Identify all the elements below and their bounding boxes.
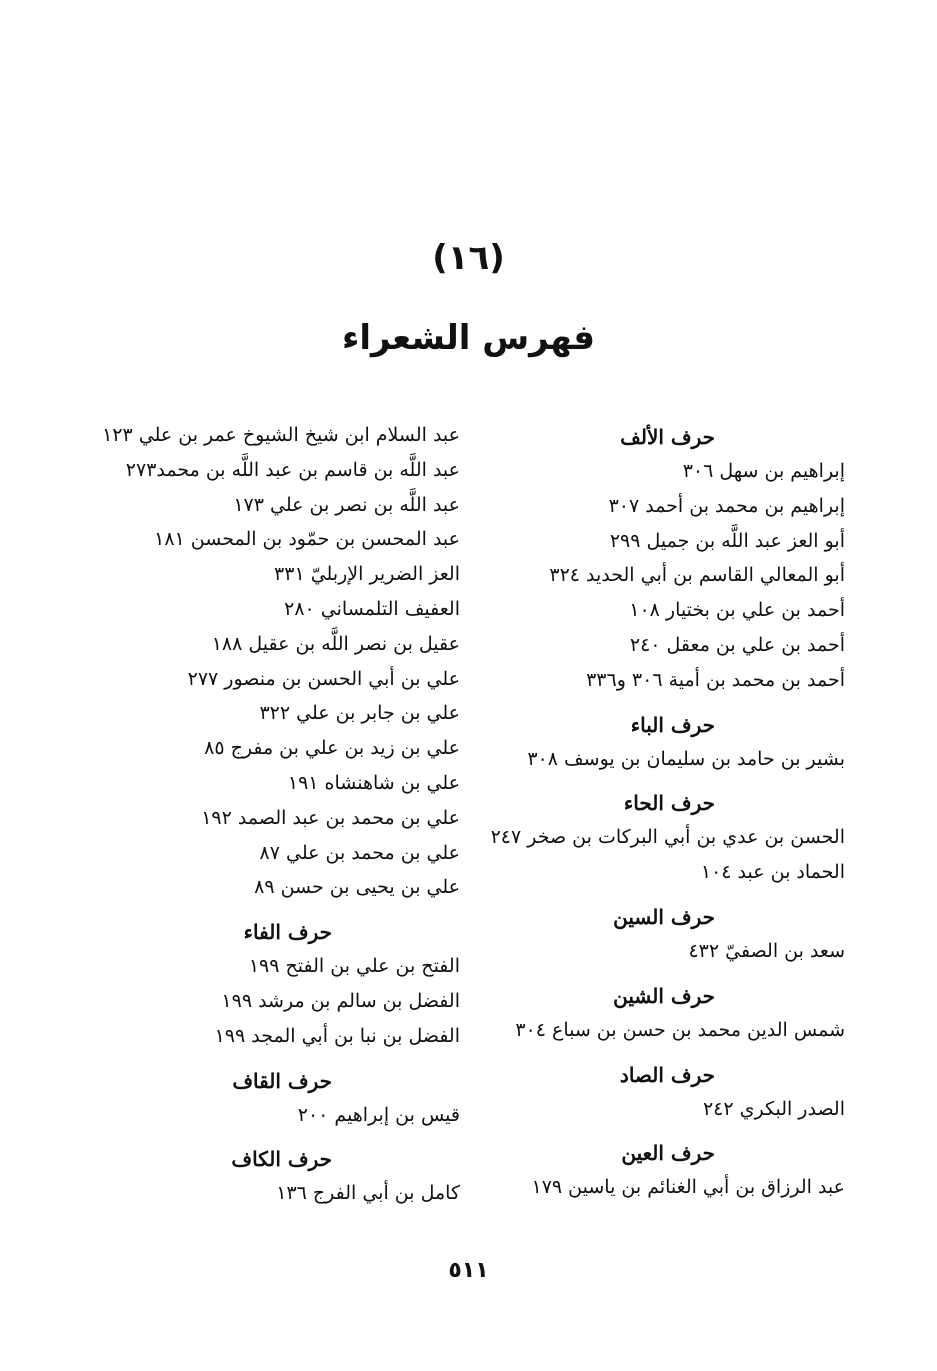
poet-entry: الحسن بن عدي بن أبي البركات بن صخر ٢٤٧ (490, 826, 845, 849)
letter-group (485, 710, 845, 777)
poet-entry: سعد بن الصفيّ ٤٣٢ (688, 939, 845, 962)
poet-entry: الصدر البكري ٢٤٢ (702, 1097, 845, 1120)
poet-entry: علي بن يحيى بن حسن ٨٩ (254, 876, 460, 899)
poet-entry: عبد السلام ابن شيخ الشيوخ عمر بن علي ١٢٣ (102, 424, 460, 446)
letter-heading: حرف السين (613, 904, 715, 929)
page-title: فهرس الشعراء (341, 318, 595, 358)
poet-entry: علي بن محمد بن علي ٨٧ (259, 841, 460, 864)
left-column (80, 418, 460, 1211)
letter-heading: حرف الشين (613, 983, 715, 1008)
poet-entry: أحمد بن محمد بن أمية ٣٠٦ و٣٣٦ (586, 668, 845, 691)
letter-group (485, 1138, 845, 1205)
poet-entry: الفتح بن علي بن الفتح ١٩٩ (248, 955, 460, 978)
right-column (485, 418, 845, 1205)
letter-heading: حرف الحاء (623, 791, 715, 816)
letter-group (485, 1060, 845, 1127)
letter-group (485, 788, 845, 890)
poet-entry: شمس الدين محمد بن حسن بن سباع ٣٠٤ (515, 1018, 845, 1041)
letter-group (80, 917, 460, 1053)
letter-group (485, 981, 845, 1048)
letter-heading: حرف الكاف (231, 1147, 332, 1172)
letter-heading: حرف الصاد (619, 1062, 715, 1087)
poet-entry: علي بن أبي الحسن بن منصور ٢٧٧ (187, 667, 460, 690)
letter-heading: حرف الألف (620, 425, 715, 449)
poet-entry: عبد الرزاق بن أبي الغنائم بن ياسين ١٧٩ (531, 1176, 845, 1199)
poet-entry: الفضل بن نبا بن أبي المجد ١٩٩ (214, 1024, 460, 1047)
poet-entry: علي بن زيد بن علي بن مفرج ٨٥ (204, 737, 460, 760)
poet-entry: إبراهيم بن سهل ٣٠٦ (682, 460, 845, 482)
poet-entry: قيس بن إبراهيم ٢٠٠ (297, 1103, 460, 1126)
poet-entry: الفضل بن سالم بن مرشد ١٩٩ (221, 989, 460, 1012)
poet-entry: عبد اللَّه بن نصر بن علي ١٧٣ (233, 493, 460, 516)
page-number: ٥١١ (448, 1258, 489, 1283)
poet-entry: الحماد بن عبد ١٠٤ (700, 861, 845, 884)
poet-entry: عقيل بن نصر اللَّه بن عقيل ١٨٨ (211, 632, 460, 655)
poet-entry: العفيف التلمساني ٢٨٠ (284, 597, 460, 620)
letter-heading: حرف القاف (232, 1068, 332, 1093)
letter-heading: حرف الباء (630, 712, 715, 737)
letter-group (80, 1144, 460, 1211)
letter-heading: حرف الفاء (243, 920, 332, 945)
poet-entry: أحمد بن علي بن بختيار ١٠٨ (629, 599, 845, 622)
poet-entry: عبد اللَّه بن قاسم بن عبد اللَّه بن محمد٢٧٣ (125, 458, 460, 481)
section-number: (١٦) (432, 238, 505, 278)
poet-entry: عبد المحسن بن حمّود بن المحسن ١٨١ (154, 528, 460, 551)
letter-heading: حرف العين (621, 1141, 715, 1166)
poet-entry: علي بن جابر بن علي ٣٢٢ (259, 702, 460, 725)
poet-entry: إبراهيم بن محمد بن أحمد ٣٠٧ (608, 494, 845, 517)
poet-entry: العز الضرير الإربليّ ٣٣١ (274, 563, 460, 586)
poet-entry: كامل بن أبي الفرج ١٣٦ (276, 1182, 460, 1205)
poet-entry: أحمد بن علي بن معقل ٢٤٠ (629, 633, 845, 656)
letter-group (485, 422, 845, 698)
letter-group (80, 418, 460, 905)
poet-entry: علي بن شاهنشاه ١٩١ (287, 771, 460, 794)
letter-group (485, 902, 845, 969)
poet-entry: علي بن محمد بن عبد الصمد ١٩٢ (201, 806, 460, 829)
letter-group (80, 1066, 460, 1133)
poet-entry: بشير بن حامد بن سليمان بن يوسف ٣٠٨ (527, 747, 845, 770)
poet-entry: أبو العز عبد اللَّه بن جميل ٢٩٩ (609, 529, 845, 552)
poet-entry: أبو المعالي القاسم بن أبي الحديد ٣٢٤ (549, 564, 845, 587)
